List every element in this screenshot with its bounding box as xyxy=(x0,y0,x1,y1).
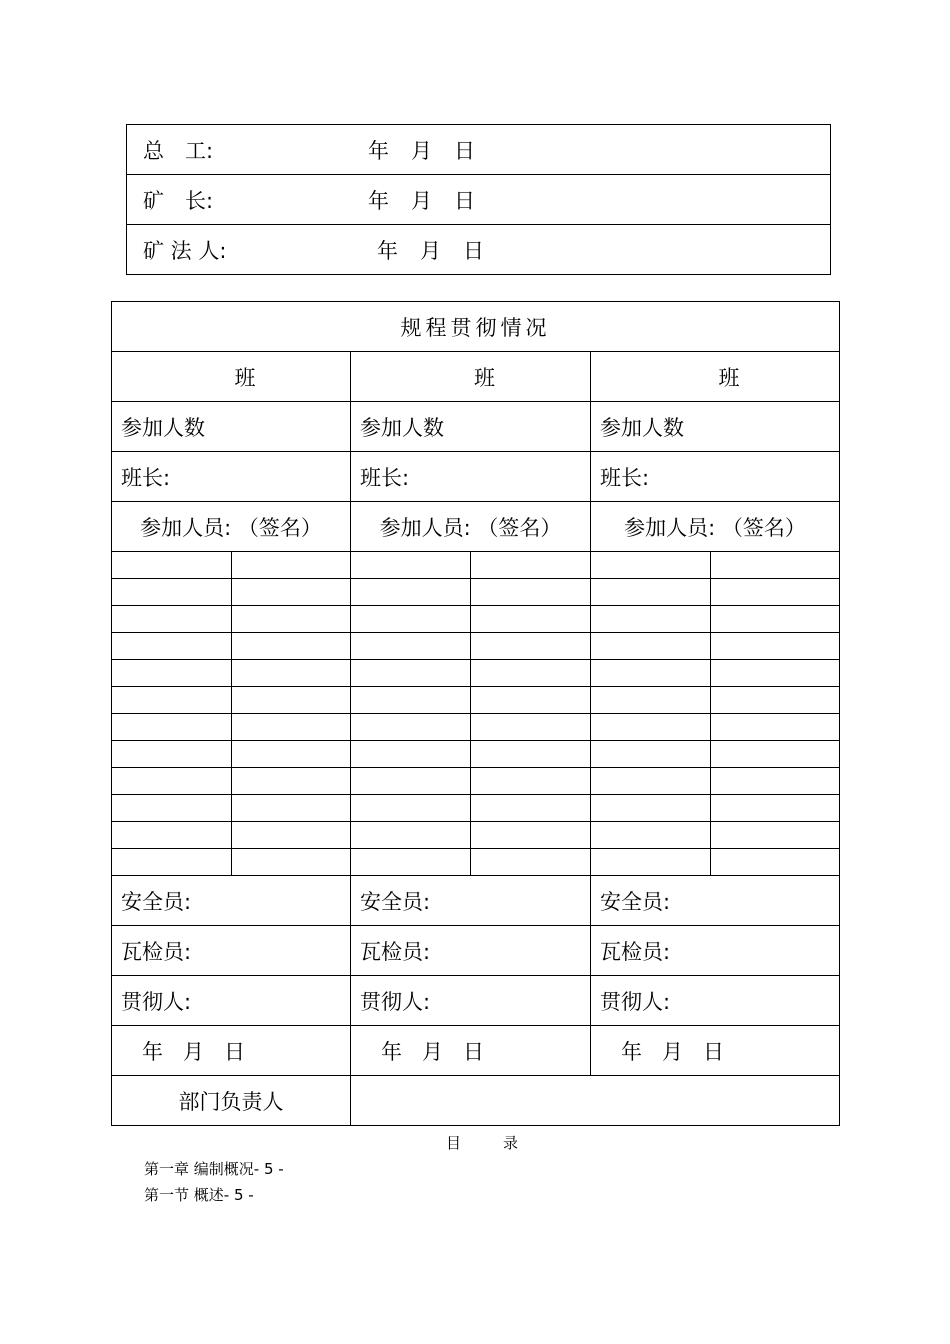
signature-row xyxy=(112,822,840,849)
signature-header: 参加人员: （签名） xyxy=(112,502,351,552)
signature-cell[interactable] xyxy=(232,849,351,876)
signature-cell[interactable] xyxy=(112,633,232,660)
signature-cell[interactable] xyxy=(471,741,591,768)
team-leader-field[interactable]: 班长: xyxy=(591,452,840,502)
signature-cell[interactable] xyxy=(591,741,711,768)
signature-cell[interactable] xyxy=(351,606,471,633)
month-label: 月 xyxy=(183,1039,204,1064)
date-field[interactable] xyxy=(112,1026,351,1076)
day-label: 日 xyxy=(463,238,484,263)
signature-cell[interactable] xyxy=(591,768,711,795)
signature-cell[interactable] xyxy=(711,795,840,822)
signature-cell[interactable] xyxy=(711,768,840,795)
signature-cell[interactable] xyxy=(232,741,351,768)
signoff-date xyxy=(368,185,497,215)
signature-cell[interactable] xyxy=(232,606,351,633)
signature-row xyxy=(112,579,840,606)
signature-cell[interactable] xyxy=(711,714,840,741)
signoff-label: 总 工: xyxy=(143,138,214,163)
signature-cell[interactable] xyxy=(351,660,471,687)
signature-cell[interactable] xyxy=(112,795,232,822)
gas-inspector-row xyxy=(112,926,840,976)
signature-cell[interactable] xyxy=(232,822,351,849)
signature-cell[interactable] xyxy=(591,795,711,822)
signature-cell[interactable] xyxy=(232,633,351,660)
signature-row xyxy=(112,741,840,768)
day-label: 日 xyxy=(224,1039,245,1064)
implementer-field[interactable]: 贯彻人: xyxy=(351,976,591,1026)
signature-cell[interactable] xyxy=(232,687,351,714)
year-label: 年 xyxy=(368,188,389,213)
signature-cell[interactable] xyxy=(711,633,840,660)
signature-cell[interactable] xyxy=(471,795,591,822)
signature-cell[interactable] xyxy=(232,552,351,579)
safety-officer-field[interactable]: 安全员: xyxy=(591,876,840,926)
signature-cell[interactable] xyxy=(351,849,471,876)
shift-header: 班 xyxy=(591,352,840,402)
month-label: 月 xyxy=(420,238,441,263)
signature-cell[interactable] xyxy=(112,741,232,768)
signoff-cell xyxy=(127,225,831,275)
signature-cell[interactable] xyxy=(711,849,840,876)
signoff-cell xyxy=(127,175,831,225)
signature-cell[interactable] xyxy=(471,579,591,606)
signature-header: 参加人员: （签名） xyxy=(591,502,840,552)
participants-count-row xyxy=(112,402,840,452)
signature-row xyxy=(112,660,840,687)
signature-cell[interactable] xyxy=(232,714,351,741)
implementer-field[interactable]: 贯彻人: xyxy=(591,976,840,1026)
dept-head-label: 部门负责人 xyxy=(112,1076,351,1126)
signature-cell[interactable] xyxy=(591,822,711,849)
signature-cell[interactable] xyxy=(112,768,232,795)
signature-row xyxy=(112,714,840,741)
signature-row xyxy=(112,552,840,579)
signature-row xyxy=(112,687,840,714)
signoff-label: 矿 长: xyxy=(143,188,214,213)
implementer-field[interactable]: 贯彻人: xyxy=(112,976,351,1026)
signature-cell[interactable] xyxy=(112,714,232,741)
safety-officer-field[interactable]: 安全员: xyxy=(112,876,351,926)
shift-header-row xyxy=(112,352,840,402)
signature-cell[interactable] xyxy=(232,768,351,795)
signoff-table xyxy=(126,124,831,275)
day-label: 日 xyxy=(454,138,475,163)
signature-cell[interactable] xyxy=(471,714,591,741)
signature-cell[interactable] xyxy=(112,822,232,849)
signoff-row xyxy=(127,125,831,175)
signature-cell[interactable] xyxy=(711,579,840,606)
signature-cell[interactable] xyxy=(471,660,591,687)
form-title: 规程贯彻情况 xyxy=(112,302,840,352)
month-label: 月 xyxy=(411,188,432,213)
year-label: 年 xyxy=(142,1039,163,1064)
signature-cell[interactable] xyxy=(232,660,351,687)
signoff-cell xyxy=(127,125,831,175)
signature-cell[interactable] xyxy=(351,579,471,606)
signoff-row xyxy=(127,175,831,225)
signature-cell[interactable] xyxy=(711,606,840,633)
gas-inspector-field[interactable]: 瓦检员: xyxy=(591,926,840,976)
signature-cell[interactable] xyxy=(591,714,711,741)
team-leader-field[interactable]: 班长: xyxy=(112,452,351,502)
year-label: 年 xyxy=(377,238,398,263)
signature-cell[interactable] xyxy=(112,849,232,876)
form-title-row xyxy=(112,302,840,352)
year-label: 年 xyxy=(381,1039,402,1064)
signature-cell[interactable] xyxy=(591,660,711,687)
signature-cell[interactable] xyxy=(471,849,591,876)
date-field[interactable] xyxy=(591,1026,840,1076)
signature-cell[interactable] xyxy=(711,552,840,579)
participants-count-field[interactable]: 参加人数 xyxy=(112,402,351,452)
participants-count-field[interactable]: 参加人数 xyxy=(351,402,591,452)
signature-cell[interactable] xyxy=(351,552,471,579)
signature-cell[interactable] xyxy=(112,579,232,606)
signature-cell[interactable] xyxy=(351,822,471,849)
dept-head-row xyxy=(112,1076,840,1126)
gas-inspector-field[interactable]: 瓦检员: xyxy=(351,926,591,976)
month-label: 月 xyxy=(422,1039,443,1064)
signature-cell[interactable] xyxy=(591,633,711,660)
signature-cell[interactable] xyxy=(112,687,232,714)
signature-cell[interactable] xyxy=(351,687,471,714)
signature-cell[interactable] xyxy=(351,633,471,660)
signature-header-row xyxy=(112,502,840,552)
shift-header: 班 xyxy=(351,352,591,402)
signature-cell[interactable] xyxy=(711,687,840,714)
signature-cell[interactable] xyxy=(591,849,711,876)
signature-header: 参加人员: （签名） xyxy=(351,502,591,552)
signature-cell[interactable] xyxy=(471,822,591,849)
participants-count-field[interactable]: 参加人数 xyxy=(591,402,840,452)
signature-cell[interactable] xyxy=(711,822,840,849)
signature-cell[interactable] xyxy=(112,660,232,687)
day-label: 日 xyxy=(703,1039,724,1064)
year-label: 年 xyxy=(621,1039,642,1064)
signature-cell[interactable] xyxy=(351,741,471,768)
month-label: 月 xyxy=(662,1039,683,1064)
toc-title: 目录 xyxy=(446,1134,561,1152)
year-label: 年 xyxy=(368,138,389,163)
toc-entry[interactable]: 第一节 概述- 5 - xyxy=(144,1186,254,1204)
signature-cell[interactable] xyxy=(591,552,711,579)
signoff-date xyxy=(368,135,497,165)
implementer-row xyxy=(112,976,840,1026)
safety-officer-field[interactable]: 安全员: xyxy=(351,876,591,926)
signature-cell[interactable] xyxy=(471,687,591,714)
signature-cell[interactable] xyxy=(112,552,232,579)
day-label: 日 xyxy=(463,1039,484,1064)
signature-cell[interactable] xyxy=(471,633,591,660)
day-label: 日 xyxy=(454,188,475,213)
signature-cell[interactable] xyxy=(112,606,232,633)
month-label: 月 xyxy=(411,138,432,163)
date-field[interactable] xyxy=(351,1026,591,1076)
signature-row xyxy=(112,849,840,876)
signature-row xyxy=(112,795,840,822)
signature-cell[interactable] xyxy=(471,768,591,795)
gas-inspector-field[interactable]: 瓦检员: xyxy=(112,926,351,976)
signature-cell[interactable] xyxy=(471,606,591,633)
signature-cell[interactable] xyxy=(232,579,351,606)
team-leader-field[interactable]: 班长: xyxy=(351,452,591,502)
signature-cell[interactable] xyxy=(591,579,711,606)
dept-head-field[interactable] xyxy=(351,1076,840,1126)
signature-cell[interactable] xyxy=(591,606,711,633)
signature-cell[interactable] xyxy=(351,714,471,741)
signature-cell[interactable] xyxy=(711,660,840,687)
toc-entry[interactable]: 第一章 编制概况- 5 - xyxy=(144,1160,284,1178)
shift-header: 班 xyxy=(112,352,351,402)
signature-cell[interactable] xyxy=(351,795,471,822)
signature-cell[interactable] xyxy=(471,552,591,579)
date-row xyxy=(112,1026,840,1076)
signature-cell[interactable] xyxy=(711,741,840,768)
safety-officer-row xyxy=(112,876,840,926)
implementation-form-table xyxy=(111,301,840,1126)
signature-row xyxy=(112,633,840,660)
signoff-date xyxy=(377,235,506,265)
signature-cell[interactable] xyxy=(591,687,711,714)
team-leader-row xyxy=(112,452,840,502)
signoff-row xyxy=(127,225,831,275)
signature-row xyxy=(112,606,840,633)
signature-cell[interactable] xyxy=(232,795,351,822)
signoff-label: 矿 法 人: xyxy=(143,238,227,263)
signature-row xyxy=(112,768,840,795)
signature-cell[interactable] xyxy=(351,768,471,795)
